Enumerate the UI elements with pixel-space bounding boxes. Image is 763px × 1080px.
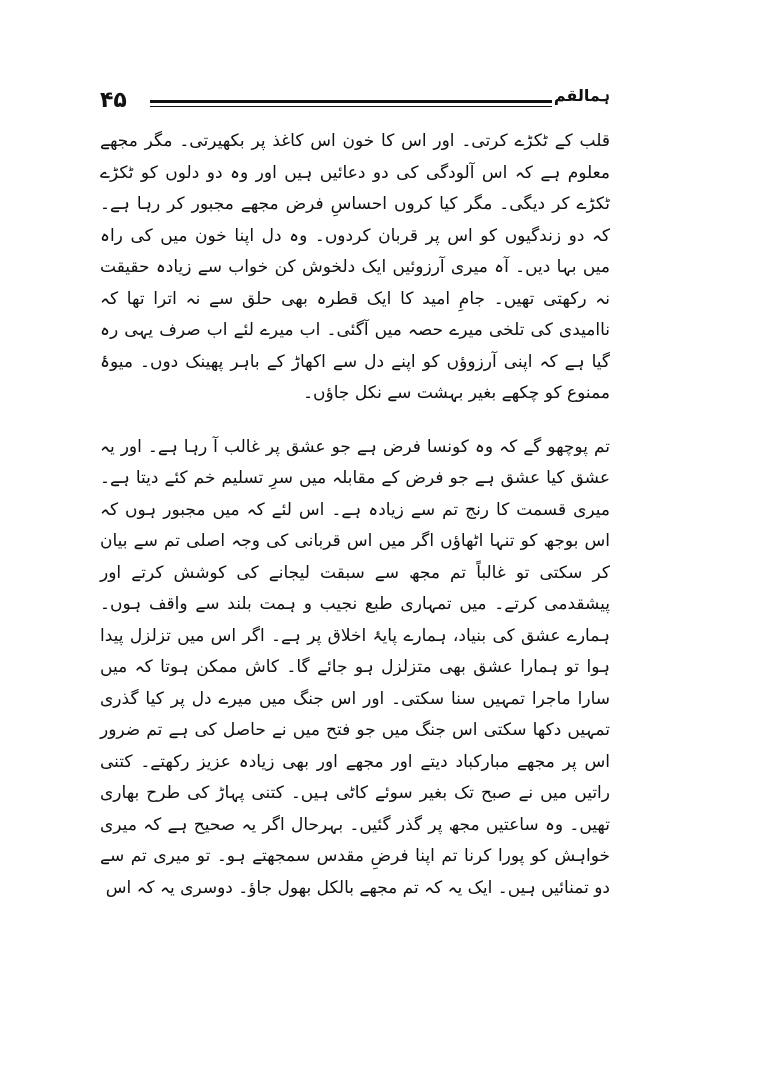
running-head: ہمالقم (553, 86, 610, 105)
header-rule (150, 100, 552, 103)
header-rule-thin (150, 106, 552, 107)
page-number: ۴۵ (100, 88, 127, 113)
paragraph-1: قلب کے ٹکڑے کرتی۔ اور اس کا خون اس کاغذ پر بکھیرتی۔ مگر مجھے معلوم ہے کہ اس آلودگی کی دو دعائیں ہیں اور وہ دو دلوں کو ٹکڑے ٹکڑے کر دیگی۔ مگر کیا کروں احساسِ فرض مجھے مجبور کر رہا ہے۔ کہ دو زندگیوں کو اس پر قربان کردوں۔ وہ دل اپنا خون میں کی راہ میں بہا دیں۔ آہ میری آرزوئیں ایک دلخوش کن خواب سے زیادہ حقیقت نہ رکھتی تھیں۔ جامِ امید کا ایک قطرہ بھی حلق سے نہ اترا تھا کہ ناامیدی کی تلخی میرے حصہ میں آگئی۔ اب میرے لئے اب صرف یہی رہ گیا ہے کہ اپنی آرزوؤں کو اپنے دل سے اکھاڑ کے باہر پھینک دوں۔ میوۂ ممنوع کو چکھے بغیر بہشت سے نکل جاؤں۔ (100, 131, 610, 403)
paragraph-2: تم پوچھو گے کہ وہ کونسا فرض ہے جو عشق پر غالب آ رہا ہے۔ اور یہ عشق کیا عشق ہے جو فرض کے مقابلہ میں سرِ تسلیم خم کئے دیتا ہے۔ میری قسمت کا رنج تم سے زیادہ ہے۔ اس لئے کہ میں مجبور ہوں کہ اس بوجھ کو تنہا اٹھاؤں اگر میں اس قربانی کی وجہ اصلی تم سے بیان کر سکتی تو غالباً تم مجھ سے سبقت لیجانے کی کوشش کرتے اور پیشقدمی کرتے۔ میں تمہاری طبع نجیب و ہمت بلند سے واقف ہوں۔ ہمارے عشق کی بنیاد، ہمارے پایۂ اخلاق پر ہے۔ اگر اس میں تزلزل پیدا ہوا تو ہمارا عشق بھی متزلزل ہو جائے گا۔ کاش ممکن ہوتا کہ میں سارا ماجرا تمہیں سنا سکتی۔ اور اس جنگ میں میرے دل پر کیا گذری تمہیں دکھا سکتی اس جنگ میں جو فتح میں نے حاصل کی ہے تم ضرور اس پر مجھے مبارکباد دیتے اور مجھے اور بھی زیادہ عزیز رکھتے۔ کتنی راتیں میں نے صبح تک بغیر سوئے کاٹی ہیں۔ کتنی پہاڑ کی طرح بھاری تھیں۔ وہ ساعتیں مجھ پر گذر گئیں۔ بہرحال اگر یہ صحیح ہے کہ میری خواہش کو پورا کرنا تم اپنا فرضِ مقدس سمجھتے ہو۔ تو میری تم سے دو تمنائیں ہیں۔ ایک یہ کہ تم مجھے بالکل بھول جاؤ۔ دوسری یہ کہ اس (100, 436, 610, 898)
page-header (100, 86, 610, 116)
body-text (100, 126, 610, 904)
